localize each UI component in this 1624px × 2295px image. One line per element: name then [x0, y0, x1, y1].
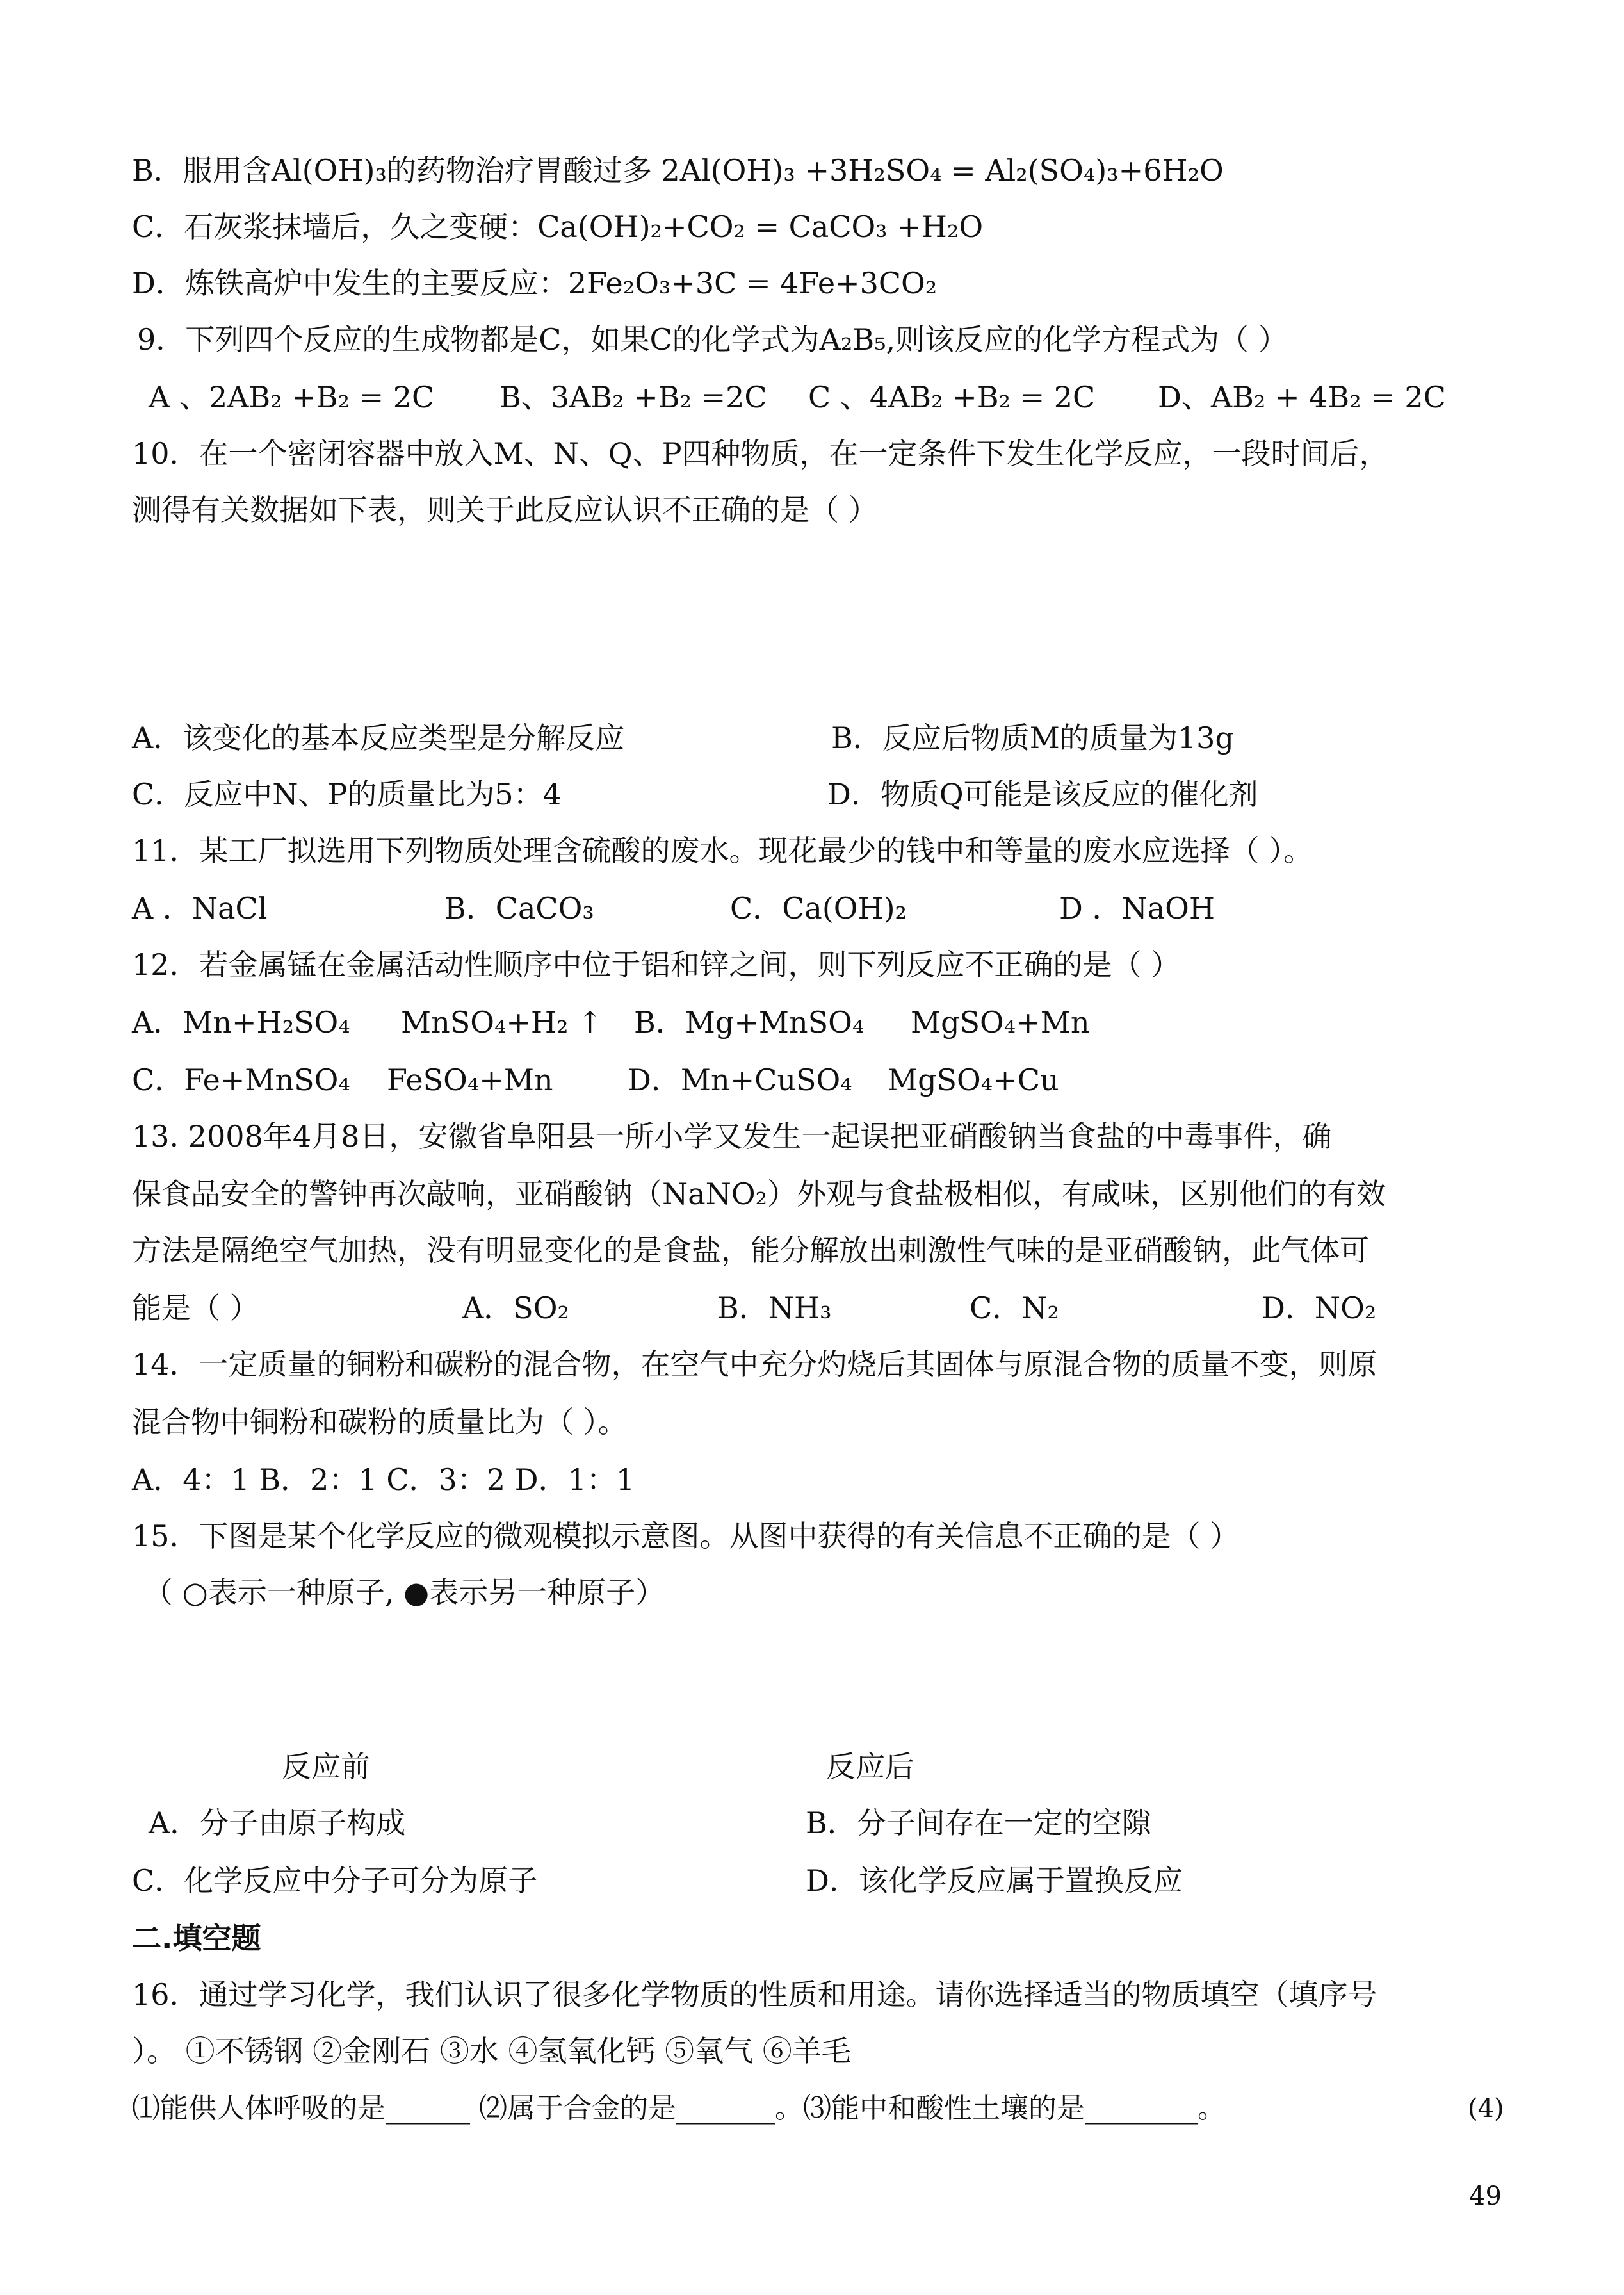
q9-stem: 9．下列四个反应的生成物都是C，如果C的化学式为A₂B₅,则该反应的化学方程式为（ ）: [137, 322, 1288, 357]
q8-option-d: D．炼铁高炉中发生的主要反应：2Fe₂O₃+3C = 4Fe+3CO₂: [132, 266, 938, 300]
q12-stem: 12．若金属锰在金属活动性顺序中位于铝和锌之间，则下列反应不正确的是（ ）: [132, 947, 1181, 982]
q13-option-b: B．NH₃: [717, 1291, 832, 1325]
q15-stem: 15．下图是某个化学反应的微观模拟示意图。从图中获得的有关信息不正确的是（ ）: [132, 1519, 1240, 1553]
q13-line3: 方法是隔绝空气加热，没有明显变化的是食盐，能分解放出刺激性气味的是亚硝酸钠，此气体可: [132, 1233, 1369, 1268]
q16-blanks: ⑴能供人体呼吸的是______ ⑵属于合金的是_______。⑶能中和酸性土壤的是________。: [132, 2092, 1226, 2125]
q15-before-label: 反应前: [282, 1749, 370, 1784]
q16-next-item: (4): [1468, 2094, 1504, 2123]
q12-option-b-left: B．Mg+MnSO₄: [634, 1005, 865, 1040]
q13-line4: 能是（ ）: [132, 1291, 259, 1325]
q13-option-d: D．NO₂: [1262, 1291, 1377, 1325]
q12-option-b-right: MgSO₄+Mn: [911, 1005, 1090, 1040]
q13-line2: 保食品安全的警钟再次敲响，亚硝酸钠（NaNO₂）外观与食盐极相似，有咸味，区别他们的有效: [132, 1177, 1386, 1211]
q13-line1: 13. 2008年4月8日，安徽省阜阳县一所小学又发生一起误把亚硝酸钠当食盐的中毒事件，确: [132, 1119, 1332, 1154]
q10-option-d: D．物质Q可能是该反应的催化剂: [827, 777, 1258, 812]
q14-options: A．4：1 B．2：1 C．3：2 D．1：1: [132, 1462, 635, 1497]
q8-option-b: B．服用含Al(OH)₃的药物治疗胃酸过多 2Al(OH)₃ +3H₂SO₄ = Al₂(SO₄)₃+6H₂O: [132, 153, 1224, 188]
q10-stem-line1: 10．在一个密闭容器中放入M、N、Q、P四种物质，在一定条件下发生化学反应，一段时间后，: [132, 436, 1389, 471]
page-number: 49: [1469, 2182, 1502, 2211]
q10-stem-line2: 测得有关数据如下表，则关于此反应认识不正确的是（ ）: [132, 493, 878, 527]
q11-option-d: D ．NaOH: [1059, 891, 1215, 926]
q11-option-a: A ．NaCl: [132, 891, 268, 926]
q11-stem: 11．某工厂拟选用下列物质处理含硫酸的废水。现花最少的钱中和等量的废水应选择（ ）。: [132, 833, 1313, 868]
q9-option-a: A 、2AB₂ +B₂ = 2C: [149, 380, 435, 414]
q10-option-b: B．反应后物质M的质量为13g: [831, 721, 1234, 755]
q15-option-b: B．分子间存在一定的空隙: [806, 1806, 1151, 1840]
q15-option-a: A．分子由原子构成: [149, 1806, 406, 1840]
q13-option-a: A．SO₂: [462, 1291, 569, 1325]
q16-stem-line1: 16．通过学习化学，我们认识了很多化学物质的性质和用途。请你选择适当的物质填空（填序号: [132, 1977, 1377, 2012]
q16-stem-line2: ）。 ①不锈钢 ②金刚石 ③水 ④氢氧化钙 ⑤氧气 ⑥羊毛: [132, 2034, 851, 2068]
q8-option-c: C．石灰浆抹墙后，久之变硬：Ca(OH)₂+CO₂ = CaCO₃ +H₂O: [132, 209, 984, 244]
q13-option-c: C．N₂: [970, 1291, 1059, 1325]
section-title-fill-in: 二.填空题: [132, 1921, 261, 1956]
q15-legend: （ ○表示一种原子, ●表示另一种原子）: [143, 1575, 665, 1610]
q12-option-d-right: MgSO₄+Cu: [888, 1063, 1059, 1097]
q12-option-a-right: MnSO₄+H₂ ↑: [401, 1005, 603, 1040]
q10-option-c: C．反应中N、P的质量比为5：4: [132, 777, 562, 812]
q11-option-c: C．Ca(OH)₂: [730, 891, 907, 926]
q14-line1: 14．一定质量的铜粉和碳粉的混合物，在空气中充分灼烧后其固体与原混合物的质量不变，则原: [132, 1347, 1377, 1382]
q12-option-c-right: FeSO₄+Mn: [387, 1063, 553, 1097]
q9-option-c: C 、4AB₂ +B₂ = 2C: [808, 380, 1096, 414]
q9-option-b: B、3AB₂ +B₂ =2C: [499, 380, 767, 414]
q10-option-a: A．该变化的基本反应类型是分解反应: [132, 721, 625, 755]
q14-line2: 混合物中铜粉和碳粉的质量比为（ ）。: [132, 1405, 628, 1439]
q12-option-d-left: D．Mn+CuSO₄: [628, 1063, 852, 1097]
q15-after-label: 反应后: [826, 1749, 914, 1784]
q9-option-d: D、AB₂ + 4B₂ = 2C: [1158, 380, 1446, 414]
q15-option-d: D．该化学反应属于置换反应: [806, 1863, 1183, 1898]
q12-option-c-left: C．Fe+MnSO₄: [132, 1063, 350, 1097]
q15-option-c: C．化学反应中分子可分为原子: [132, 1863, 538, 1898]
q12-option-a-left: A．Mn+H₂SO₄: [132, 1005, 350, 1040]
q11-option-b: B．CaCO₃: [444, 891, 594, 926]
